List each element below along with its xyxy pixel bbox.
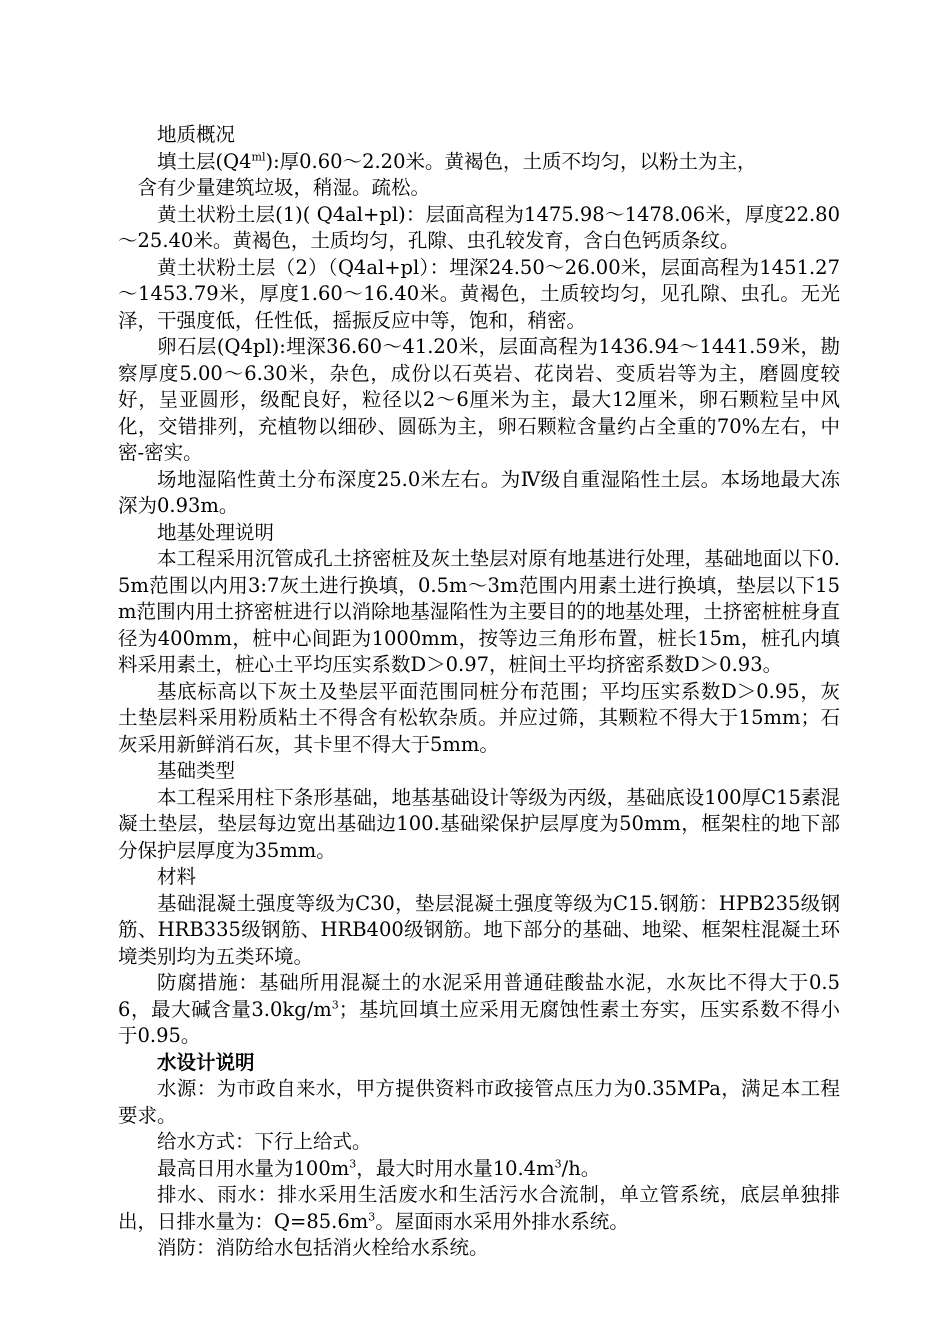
drainage-sup: 3 bbox=[368, 1210, 376, 1223]
para-water-drainage bbox=[118, 1182, 840, 1235]
para-foundation-treatment-2: 基底标高以下灰土及垫层平面范围同桩分布范围；平均压实系数D＞0.95，灰土垫层料采用粉质粘土不得含有松软杂质。并应过筛，其颗粒不得大于15mm；石灰采用新鲜消石灰，其卡里不得大于5mm。 bbox=[118, 679, 840, 756]
para-materials-2 bbox=[118, 970, 840, 1050]
materials-2-pre: 防腐措施：基础所用混凝土的水泥采用普通硅酸盐水泥，水灰比不得大于0.56，最大碱含量3.0kg/m bbox=[118, 971, 840, 1021]
heading-geology: 地质概况 bbox=[157, 123, 236, 146]
para-loess-2: 黄土状粉土层（2）（Q4al+pl）：埋深24.50～26.00米，层面高程为1451.27～1453.79米，厚度1.60～16.40米。黄褐色，土质较均匀，见孔隙、虫孔。无光泽，干强度低，任性低，摇振反应中等，饱和，稍密。 bbox=[118, 255, 840, 332]
materials-2-post: ；基坑回填土应采用无腐蚀性素土夯实，压实系数不得小于0.95。 bbox=[118, 997, 840, 1047]
para-fill-layer-cont: 含有少量建筑垃圾，稍湿。疏松。 bbox=[137, 176, 431, 199]
heading-foundation-treatment: 地基处理说明 bbox=[157, 520, 275, 544]
fill-layer-sup: ml bbox=[251, 150, 266, 163]
heading-foundation-type: 基础类型 bbox=[157, 759, 236, 782]
usage-pre: 最高日用水量为100m bbox=[157, 1156, 350, 1180]
usage-sup-2: 3 bbox=[554, 1157, 562, 1170]
para-water-supply-mode: 给水方式：下行上给式。 bbox=[157, 1130, 372, 1153]
para-foundation-type: 本工程采用柱下条形基础，地基基础设计等级为丙级，基础底设100厚C15素混凝土垫层，垫层每边宽出基础边100.基础梁保护层厚度为50mm，框架柱的地下部分保护层厚度为35mm。 bbox=[118, 785, 840, 862]
para-collapsible: 场地湿陷性黄土分布深度25.0米左右。为Ⅳ级自重湿陷性土层。本场地最大冻深为0.93m。 bbox=[118, 467, 840, 517]
usage-mid: ，最大时用水量10.4m bbox=[356, 1156, 555, 1180]
para-fill-layer bbox=[118, 149, 840, 176]
drainage-pre: 排水、雨水：排水采用生活废水和生活污水合流制，单立管系统，底层单独排出，日排水量为：Q=85.6m bbox=[118, 1183, 840, 1233]
para-materials-1: 基础混凝土强度等级为C30，垫层混凝土强度等级为C15.钢筋：HPB235级钢筋、HRB335级钢筋、HRB400级钢筋。地下部分的基础、地梁、框架柱混凝土环境类别均为五类环境。 bbox=[118, 891, 840, 968]
usage-sup-1: 3 bbox=[349, 1157, 357, 1170]
drainage-post: 。屋面雨水采用外排水系统。 bbox=[375, 1209, 629, 1233]
para-water-fire: 消防：消防给水包括消火栓给水系统。 bbox=[157, 1236, 489, 1259]
para-water-usage bbox=[118, 1156, 840, 1183]
para-gravel: 卵石层(Q4pl):埋深36.60～41.20米，层面高程为1436.94～1441.59米，勘察厚度5.00～6.30米，杂色，成份以石英岩、花岗岩、变质岩等为主，磨圆度较好，呈亚圆形，级配良好，粒径以2～6厘米为主，最大12厘米，卵石颗粒呈中风化，交错排列，充植物以细砂、圆砾为主，卵石颗粒含量约占全重的70%左右，中密-密实。 bbox=[118, 335, 840, 464]
fill-layer-line1: ):厚0.60～2.20米。黄褐色，土质不均匀，以粉土为主， bbox=[265, 149, 757, 173]
fill-layer-pre: 填土层(Q4 bbox=[157, 149, 252, 173]
materials-2-sup: 3 bbox=[331, 998, 339, 1011]
para-foundation-treatment-1: 本工程采用沉管成孔土挤密桩及灰土垫层对原有地基进行处理，基础地面以下0.5m范围以内用3:7灰土进行换填，0.5m～3m范围内用素土进行换填，垫层以下15m范围内用土挤密桩进行以消除地基湿陷性为主要目的的地基处理，土挤密桩桩身直径为400mm，桩中心间距为1000mm，按等边三角形布置，桩长15m，桩孔内填料采用素土，桩心土平均压实系数D＞0.97，桩间土平均挤密系数D＞0.93。 bbox=[118, 547, 840, 676]
usage-post: /h。 bbox=[561, 1156, 601, 1180]
heading-materials: 材料 bbox=[157, 865, 197, 888]
document-page bbox=[118, 122, 840, 1262]
para-loess-1: 黄土状粉土层(1)( Q4al+pl)：层面高程为1475.98～1478.06米，厚度22.80～25.40米。黄褐色，土质均匀，孔隙、虫孔较发育，含白色钙质条纹。 bbox=[118, 202, 840, 252]
para-water-source: 水源：为市政自来水，甲方提供资料市政接管点压力为0.35MPa，满足本工程要求。 bbox=[118, 1077, 840, 1127]
heading-water: 水设计说明 bbox=[157, 1050, 255, 1074]
